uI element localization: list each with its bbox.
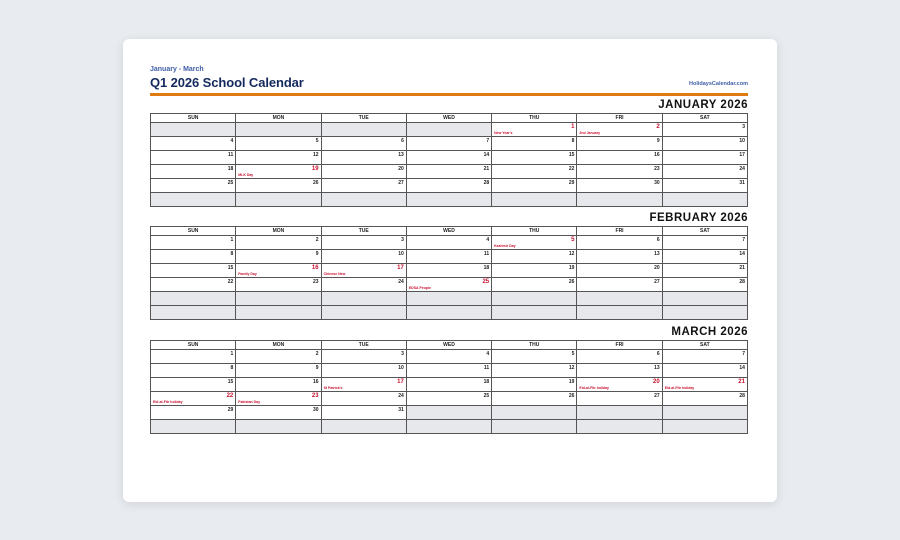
day-number: 5: [571, 237, 575, 243]
day-cell: [407, 151, 492, 165]
day-cell: [322, 137, 407, 151]
month-february: [150, 211, 748, 320]
day-cell: [151, 378, 236, 392]
day-number: 21: [483, 166, 490, 172]
day-number: 9: [315, 365, 319, 371]
empty-day-cell: [151, 193, 236, 207]
day-cell: [663, 250, 748, 264]
day-number: 18: [483, 265, 490, 271]
day-cell: [407, 264, 492, 278]
day-number: 17: [397, 265, 404, 271]
day-cell: [322, 179, 407, 193]
day-cell: [322, 165, 407, 179]
month-title: JANUARY 2026: [658, 99, 748, 111]
day-cell: [236, 165, 321, 179]
empty-day-cell: [407, 123, 492, 137]
day-cell: [151, 137, 236, 151]
empty-day-cell: [236, 306, 321, 320]
day-number: 4: [486, 237, 490, 243]
day-cell: [577, 364, 662, 378]
empty-day-cell: [236, 420, 321, 434]
empty-day-cell: [492, 292, 577, 306]
day-number: 24: [398, 279, 404, 285]
day-number: 8: [230, 251, 234, 257]
day-cell: [577, 151, 662, 165]
weekday-header: THU: [492, 227, 577, 236]
day-number: 31: [739, 180, 745, 186]
day-cell: [236, 151, 321, 165]
day-number: 16: [311, 265, 319, 271]
page-title: Q1 2026 School Calendar: [150, 75, 304, 90]
weekday-header: MON: [236, 341, 321, 350]
day-cell: [663, 392, 748, 406]
day-cell: [151, 236, 236, 250]
day-cell: [407, 165, 492, 179]
month-title: FEBRUARY 2026: [649, 212, 748, 224]
empty-day-cell: [322, 420, 407, 434]
week-row: [151, 179, 748, 193]
empty-day-cell: [577, 193, 662, 207]
day-number: 24: [398, 393, 404, 399]
day-cell: [663, 165, 748, 179]
day-cell: [577, 392, 662, 406]
day-cell: [492, 137, 577, 151]
day-number: 20: [653, 379, 660, 385]
weekday-header: MON: [236, 114, 321, 123]
day-cell: [577, 179, 662, 193]
day-cell: [322, 278, 407, 292]
day-cell: [236, 278, 321, 292]
holiday-label: St Patrick's: [323, 386, 343, 390]
empty-day-cell: [322, 306, 407, 320]
day-number: 10: [398, 365, 404, 371]
day-cell: [663, 278, 748, 292]
weekday-header: FRI: [577, 227, 662, 236]
day-cell: [236, 250, 321, 264]
holiday-label: Eid-al-Fitr holiday: [664, 386, 695, 390]
day-cell: [322, 151, 407, 165]
empty-day-cell: [322, 123, 407, 137]
day-cell: [663, 236, 748, 250]
day-number: 10: [398, 251, 404, 257]
day-number: 19: [311, 166, 319, 172]
day-number: 20: [398, 166, 404, 172]
day-number: 28: [483, 180, 490, 186]
day-number: 1: [230, 351, 234, 357]
weekday-header: FRI: [577, 114, 662, 123]
empty-day-cell: [577, 406, 662, 420]
day-cell: [322, 378, 407, 392]
empty-day-cell: [151, 420, 236, 434]
empty-day-cell: [492, 406, 577, 420]
day-cell: [663, 350, 748, 364]
month-grid: [150, 226, 748, 320]
empty-day-cell: [236, 292, 321, 306]
day-cell: [577, 378, 662, 392]
day-cell: [407, 364, 492, 378]
day-cell: [322, 350, 407, 364]
holiday-label: 2nd January: [579, 131, 601, 135]
day-number: 6: [401, 138, 404, 144]
day-number: 22: [226, 393, 234, 399]
day-number: 11: [483, 365, 490, 371]
day-cell: [663, 179, 748, 193]
day-number: 31: [398, 407, 404, 413]
day-cell: [663, 378, 748, 392]
month-grid: [150, 113, 748, 207]
day-cell: [663, 364, 748, 378]
day-cell: [492, 278, 577, 292]
weekday-header: THU: [492, 341, 577, 350]
week-row: [151, 378, 748, 392]
day-number: 26: [568, 393, 575, 399]
day-number: 30: [654, 180, 660, 186]
day-cell: [236, 350, 321, 364]
weekday-header: THU: [492, 114, 577, 123]
weekday-header-row: [151, 227, 748, 236]
day-number: 27: [654, 393, 660, 399]
weekday-header: SUN: [151, 341, 236, 350]
weekday-header: SUN: [151, 227, 236, 236]
empty-day-cell: [407, 420, 492, 434]
week-row: [151, 250, 748, 264]
week-row: [151, 350, 748, 364]
day-number: 7: [486, 138, 490, 144]
day-number: 18: [483, 379, 490, 385]
empty-day-cell: [492, 306, 577, 320]
day-cell: [492, 165, 577, 179]
day-number: 1: [571, 124, 575, 130]
week-row: [151, 306, 748, 320]
day-number: 19: [568, 265, 575, 271]
month-march: [150, 325, 748, 434]
holiday-label: Family Day: [238, 272, 257, 276]
week-row: [151, 420, 748, 434]
day-cell: [492, 123, 577, 137]
day-cell: [151, 278, 236, 292]
day-number: 2: [315, 237, 319, 243]
week-row: [151, 123, 748, 137]
day-cell: [577, 165, 662, 179]
month-january: [150, 98, 748, 207]
day-number: 27: [654, 279, 660, 285]
weekday-header-row: [151, 114, 748, 123]
day-number: 18: [227, 166, 234, 172]
day-cell: [151, 350, 236, 364]
day-number: 25: [227, 180, 234, 186]
day-cell: [663, 151, 748, 165]
weekday-header: WED: [407, 341, 492, 350]
day-cell: [407, 250, 492, 264]
day-cell: [407, 392, 492, 406]
empty-day-cell: [492, 420, 577, 434]
day-number: 12: [568, 251, 575, 257]
day-number: 8: [230, 365, 234, 371]
day-cell: [577, 250, 662, 264]
day-number: 15: [227, 379, 234, 385]
day-cell: [577, 137, 662, 151]
day-number: 7: [742, 237, 745, 243]
calendar-page: [123, 39, 777, 502]
weekday-header: WED: [407, 114, 492, 123]
day-number: 14: [483, 152, 490, 158]
day-cell: [492, 151, 577, 165]
empty-day-cell: [322, 292, 407, 306]
page-header: [150, 66, 748, 94]
holiday-label: Eid-al-Fitr holiday: [579, 386, 609, 390]
day-cell: [407, 278, 492, 292]
day-number: 29: [227, 407, 234, 413]
day-cell: [407, 179, 492, 193]
day-cell: [236, 137, 321, 151]
day-number: 26: [313, 180, 319, 186]
empty-day-cell: [663, 292, 748, 306]
day-cell: [151, 151, 236, 165]
day-number: 16: [654, 152, 660, 158]
day-cell: [407, 350, 492, 364]
day-number: 5: [315, 138, 319, 144]
day-cell: [236, 179, 321, 193]
day-cell: [322, 392, 407, 406]
empty-day-cell: [407, 306, 492, 320]
day-number: 17: [739, 152, 745, 158]
site-credit: HolidaysCalendar.com: [689, 81, 748, 87]
empty-day-cell: [407, 292, 492, 306]
day-number: 9: [315, 251, 319, 257]
day-number: 6: [656, 237, 660, 243]
day-number: 16: [313, 379, 319, 385]
weekday-header: TUE: [322, 341, 407, 350]
day-cell: [236, 378, 321, 392]
day-number: 15: [568, 152, 575, 158]
holiday-label: New Year's: [494, 131, 513, 135]
day-number: 13: [654, 251, 660, 257]
day-cell: [322, 264, 407, 278]
day-number: 3: [401, 351, 404, 357]
day-cell: [151, 264, 236, 278]
weekday-header: FRI: [577, 341, 662, 350]
day-cell: [236, 264, 321, 278]
day-number: 23: [313, 279, 319, 285]
holiday-label: Kashmir Day: [494, 244, 516, 248]
day-number: 14: [739, 251, 745, 257]
empty-day-cell: [151, 306, 236, 320]
day-cell: [151, 250, 236, 264]
day-number: 3: [742, 124, 745, 130]
day-number: 6: [656, 351, 660, 357]
day-number: 21: [738, 379, 745, 385]
week-row: [151, 137, 748, 151]
day-cell: [236, 392, 321, 406]
weekday-header: TUE: [322, 227, 407, 236]
day-cell: [322, 250, 407, 264]
weekday-header: SUN: [151, 114, 236, 123]
empty-day-cell: [663, 306, 748, 320]
week-row: [151, 264, 748, 278]
day-cell: [322, 236, 407, 250]
day-number: 17: [397, 379, 404, 385]
day-number: 9: [656, 138, 660, 144]
day-number: 13: [654, 365, 660, 371]
header-divider: [150, 93, 748, 96]
empty-day-cell: [322, 193, 407, 207]
day-cell: [407, 236, 492, 250]
day-number: 4: [230, 138, 234, 144]
day-number: 28: [739, 393, 745, 399]
week-row: [151, 406, 748, 420]
day-cell: [492, 392, 577, 406]
day-cell: [492, 250, 577, 264]
day-cell: [577, 278, 662, 292]
day-cell: [492, 179, 577, 193]
weekday-header: SAT: [663, 341, 748, 350]
day-number: 5: [571, 351, 575, 357]
weekday-header-row: [151, 341, 748, 350]
week-row: [151, 392, 748, 406]
weekday-header: MON: [236, 227, 321, 236]
day-cell: [407, 137, 492, 151]
weekday-header: SAT: [663, 114, 748, 123]
day-number: 3: [401, 237, 404, 243]
day-number: 12: [313, 152, 319, 158]
day-cell: [663, 137, 748, 151]
holiday-label: Chinese New: [323, 272, 346, 276]
holiday-label: Eid-al-Fitr holiday: [153, 400, 183, 404]
week-row: [151, 236, 748, 250]
weekday-header: WED: [407, 227, 492, 236]
weekday-header: SAT: [663, 227, 748, 236]
day-number: 13: [398, 152, 404, 158]
empty-day-cell: [151, 292, 236, 306]
day-cell: [663, 123, 748, 137]
day-cell: [492, 264, 577, 278]
empty-day-cell: [407, 193, 492, 207]
day-cell: [322, 406, 407, 420]
date-range-subtitle: January - March: [150, 66, 204, 73]
day-number: 25: [482, 279, 490, 285]
day-cell: [151, 406, 236, 420]
week-row: [151, 165, 748, 179]
day-number: 29: [568, 180, 575, 186]
day-cell: [236, 406, 321, 420]
month-grid: [150, 340, 748, 434]
holiday-label: Pakistan Day: [238, 400, 261, 404]
week-row: [151, 193, 748, 207]
day-cell: [577, 236, 662, 250]
day-cell: [151, 392, 236, 406]
week-row: [151, 278, 748, 292]
day-number: 21: [739, 265, 745, 271]
day-number: 30: [313, 407, 319, 413]
day-number: 2: [315, 351, 319, 357]
day-cell: [492, 350, 577, 364]
day-number: 25: [483, 393, 490, 399]
day-number: 11: [227, 152, 234, 158]
day-cell: [151, 364, 236, 378]
day-number: 23: [654, 166, 660, 172]
day-number: 24: [739, 166, 745, 172]
empty-day-cell: [577, 420, 662, 434]
day-cell: [407, 378, 492, 392]
day-number: 27: [398, 180, 404, 186]
day-cell: [236, 364, 321, 378]
day-number: 26: [568, 279, 575, 285]
day-number: 22: [568, 166, 575, 172]
weekday-header: TUE: [322, 114, 407, 123]
day-number: 28: [739, 279, 745, 285]
day-number: 23: [311, 393, 319, 399]
week-row: [151, 292, 748, 306]
empty-day-cell: [236, 123, 321, 137]
empty-day-cell: [577, 306, 662, 320]
month-title: MARCH 2026: [671, 326, 748, 338]
day-number: 1: [230, 237, 234, 243]
day-number: 22: [227, 279, 234, 285]
empty-day-cell: [663, 420, 748, 434]
day-cell: [492, 378, 577, 392]
day-number: 20: [654, 265, 660, 271]
holiday-label: EDSA People: [408, 286, 431, 290]
day-cell: [322, 364, 407, 378]
day-number: 14: [739, 365, 745, 371]
day-cell: [151, 165, 236, 179]
day-cell: [577, 350, 662, 364]
day-cell: [577, 264, 662, 278]
day-cell: [577, 123, 662, 137]
day-number: 11: [483, 251, 490, 257]
day-cell: [492, 364, 577, 378]
day-cell: [663, 264, 748, 278]
day-number: 10: [739, 138, 745, 144]
day-number: 7: [742, 351, 745, 357]
holiday-label: MLK Day: [238, 173, 254, 177]
day-number: 2: [656, 124, 660, 130]
day-cell: [151, 179, 236, 193]
day-cell: [492, 236, 577, 250]
day-number: 4: [486, 351, 490, 357]
week-row: [151, 151, 748, 165]
day-cell: [236, 236, 321, 250]
day-number: 8: [571, 138, 575, 144]
week-row: [151, 364, 748, 378]
empty-day-cell: [236, 193, 321, 207]
empty-day-cell: [577, 292, 662, 306]
empty-day-cell: [151, 123, 236, 137]
empty-day-cell: [663, 406, 748, 420]
empty-day-cell: [663, 193, 748, 207]
empty-day-cell: [407, 406, 492, 420]
day-number: 19: [568, 379, 575, 385]
day-number: 12: [568, 365, 575, 371]
empty-day-cell: [492, 193, 577, 207]
day-number: 15: [227, 265, 234, 271]
